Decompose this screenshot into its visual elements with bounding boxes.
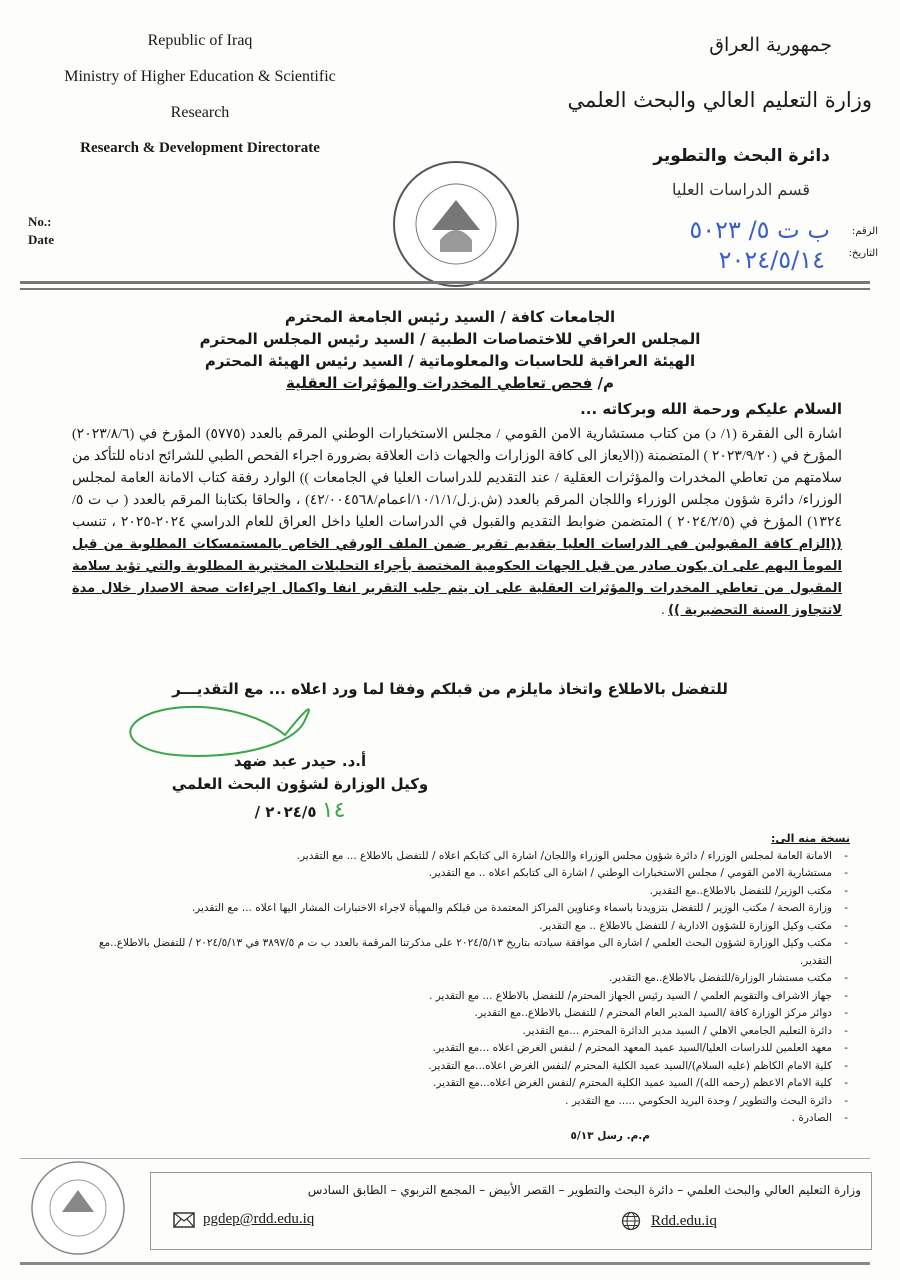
cc-item: - معهد العلمين للدراسات العليا/السيد عميد المعهد المحترم / لنفس الغرض اعلاه ...مع التقدير.	[70, 1040, 832, 1058]
typist-initials: م.م. رسل ٥/١٣	[570, 1129, 650, 1142]
signatory-name: أ.د. حيدر عبد ضهد	[233, 752, 367, 770]
cc-item: - مكتب الوزير/ للتفضل بالاطلاع..مع التقدير.	[70, 883, 832, 901]
header-en-line: Research & Development Directorate	[80, 140, 320, 156]
document-date: ٢٠٢٤/٥/١٤	[718, 246, 825, 274]
footer-address: وزارة التعليم العالي والبحث العلمي – دائرة البحث والتطوير – القصر الأبيض – المجمع التربوي – الطابق السادس	[307, 1183, 861, 1197]
ministry-seal	[392, 160, 520, 288]
footer-website	[621, 1211, 717, 1231]
cc-item: - مكتب وكيل الوزارة لشؤون البحث العلمي / اشارة الى موافقة سيادته بتاريخ ٢٠٢٤/٥/١٣ على مذكرتنا المرقمة بالعدد ب ت م ٣٨٩٧/٥ في ٢٠٢٤/٥/١٣ / للتفضل بالاطلاع..مع التقدير.	[70, 935, 832, 970]
greeting: السلام عليكم ورحمة الله وبركاته ...	[580, 400, 842, 418]
cc-item: - كلية الامام الاعظم (رحمه الله)/ السيد عميد الكلية المحترم /لنفس الغرض اعلاه...مع التقدير.	[70, 1075, 832, 1093]
footer-bottom-line	[20, 1262, 870, 1265]
cc-item: - كلية الامام الكاظم (عليه السلام)/السيد عميد الكلية المحترم /لنفس الغرض اعلاه...مع التقدير.	[70, 1058, 832, 1076]
date-label-ar: التاريخ:	[848, 248, 878, 259]
addressee: المجلس العراقي للاختصاصات الطبية / السيد رئيس المجلس المحترم	[199, 330, 701, 348]
cc-item: - دوائر مركز الوزارة كافة /السيد المدير العام المحترم / للتفضل بالاطلاع..مع التقدير.	[70, 1005, 832, 1023]
cc-item: - مكتب مستشار الوزارة/للتفضل بالاطلاع..مع التقدير.	[70, 970, 832, 988]
header-ar-ministry: وزارة التعليم العالي والبحث العلمي	[567, 88, 872, 112]
number-label-ar: الرقم:	[851, 226, 878, 237]
header-en-line: Ministry of Higher Education & Scientific	[64, 68, 336, 85]
header-divider	[20, 281, 870, 284]
body-text: اشارة الى الفقرة (١/ د) من كتاب مستشارية الامن القومي / مجلس الاستخبارات الوطني المرقم بالعدد (٥٧٧٥) المؤرخ في (٢٠٢٣/٨/٦) المؤرخ في (٢٠٢٣/٩/٢٠ ) المتضمنة ((الايعاز الى كافة الوزارات والجهات ذات العلاقة بضرورة اجراء الفحص الطبي للشرائح ادناه للتأكد من سلامتهم من تعاطي المخدرات والمؤثرات العقلية / عند التقديم للدراسات العليا في الجامعات )) الوارد رفقة كتاب الامانة العامة لمجلس الوزراء/ دائرة شؤون مجلس الوزراء واللجان المرقم بالعدد (ش.ز.ل/١٠/١/١/اعمام/٤٢/٠٠٤٥٦٨) ، والحاقا بكتابنا المرقم بالعدد ( ب ت ٥/ ١٣٢٤) المؤرخ في (٢٠٢٤/٢/٥ ) المتضمن ضوابط التقديم والقبول في الدراسات العليا داخل العراق للعام الدراسي ٢٠٢٤-٢٠٢٥ ، تنسب	[72, 427, 842, 530]
cc-item: - الامانة العامة لمجلس الوزراء / دائرة شؤون مجلس الوزراء واللجان/ اشارة الى كتابكم اعلاه / للتفضل بالاطلاع ... مع التقدير.	[70, 848, 832, 866]
email-link[interactable]: pgdep@rdd.edu.iq	[203, 1211, 315, 1227]
body-emphasis: ((الزام كافة المقبولين في الدراسات العليا بتقديم تقرير ضمن الملف الورقي الخاص بالمستمسكات المطلوبة من قبل المومأ اليهم على ان يكون صادر من قبل الجهات الحكومية المختصة بأجراء التحليلات المختبرية المطلوبة والتي تؤيد سلامة المقبول من تعاطي المخدرات والمؤثرات العقلية على ان يتم جلب التقرير انفا واكمال اجراءات صحة الاصدار خلال مدة لاتتجاوز السنة التحضيرية ))	[72, 537, 842, 618]
date-label: Date	[28, 232, 54, 247]
globe-icon	[621, 1211, 641, 1231]
subject: فحص تعاطي المخدرات والمؤثرات العقلية	[285, 374, 593, 392]
cc-item: - وزارة الصحة / مكتب الوزير / للتفضل بتزويدنا باسماء وعناوين المراكز المعتمدة من قبلكم والمهيأة لاجراء الاختبارات المشار اليها اعلاه ... مع التقدير.	[70, 900, 832, 918]
header-en	[40, 32, 360, 157]
cc-heading: نسخة منه الى:	[771, 832, 850, 845]
cc-item: - دائرة البحث والتطوير / وحدة البريد الحكومي ..... مع التقدير .	[70, 1093, 832, 1111]
website-link[interactable]: Rdd.edu.iq	[651, 1212, 717, 1229]
addressee: الجامعات كافة / السيد رئيس الجامعة المحترم	[284, 308, 616, 326]
letter-body	[72, 424, 842, 622]
closing: للتفضل بالاطلاع واتخاذ مايلزم من قبلكم وفقا لما ورد اعلاه ... مع التقديـــر	[172, 680, 728, 698]
addressee: الهيئة العراقية للحاسبات والمعلوماتية / السيد رئيس الهيئة المحترم	[204, 352, 696, 370]
document-number: ب ت ٥/ ٥٠٢٣	[689, 216, 830, 244]
cc-item: - جهاز الاشراف والتقويم العلمي / السيد رئيس الجهاز المحترم/ للتفضل بالاطلاع ... مع التقدير .	[70, 988, 832, 1006]
signatory-title: وكيل الوزارة لشؤون البحث العلمي	[171, 775, 429, 793]
cc-item: - مكتب وكيل الوزارة للشؤون الادارية / للتفضل بالاطلاع .. مع التقدير.	[70, 918, 832, 936]
cc-item: - مستشارية الامن القومي / مجلس الاستخبارات الوطني / اشارة الى كتابكم اعلاه .. مع التقدير.	[70, 865, 832, 883]
subject-prefix: م/	[597, 374, 614, 392]
header-ar-directorate: دائرة البحث والتطوير	[653, 146, 830, 166]
header-divider	[20, 288, 870, 290]
signature-month-year: ٢٠٢٤/٥ /	[254, 803, 317, 821]
cc-item: - دائرة التعليم الجامعي الاهلي / السيد مدير الدائرة المحترم ...مع التقدير.	[70, 1023, 832, 1041]
header-ar-republic: جمهورية العراق	[709, 34, 832, 56]
no-label: No.:	[28, 214, 52, 229]
header-ar-section: قسم الدراسات العليا	[671, 180, 810, 199]
footer-email	[173, 1211, 314, 1228]
footer-divider	[20, 1158, 870, 1159]
cc-list	[70, 830, 850, 1145]
signature-day: ١٤	[321, 798, 346, 823]
header-en-line: Research	[170, 104, 230, 121]
cc-item: - الصادرة .	[70, 1110, 832, 1128]
body-end: .	[661, 603, 669, 618]
signature-date	[140, 798, 460, 823]
footer-box	[150, 1172, 872, 1250]
header-en-line: Republic of Iraq	[147, 32, 253, 49]
envelope-icon	[173, 1212, 195, 1228]
footer-seal	[30, 1160, 126, 1256]
subject-line	[0, 374, 900, 392]
